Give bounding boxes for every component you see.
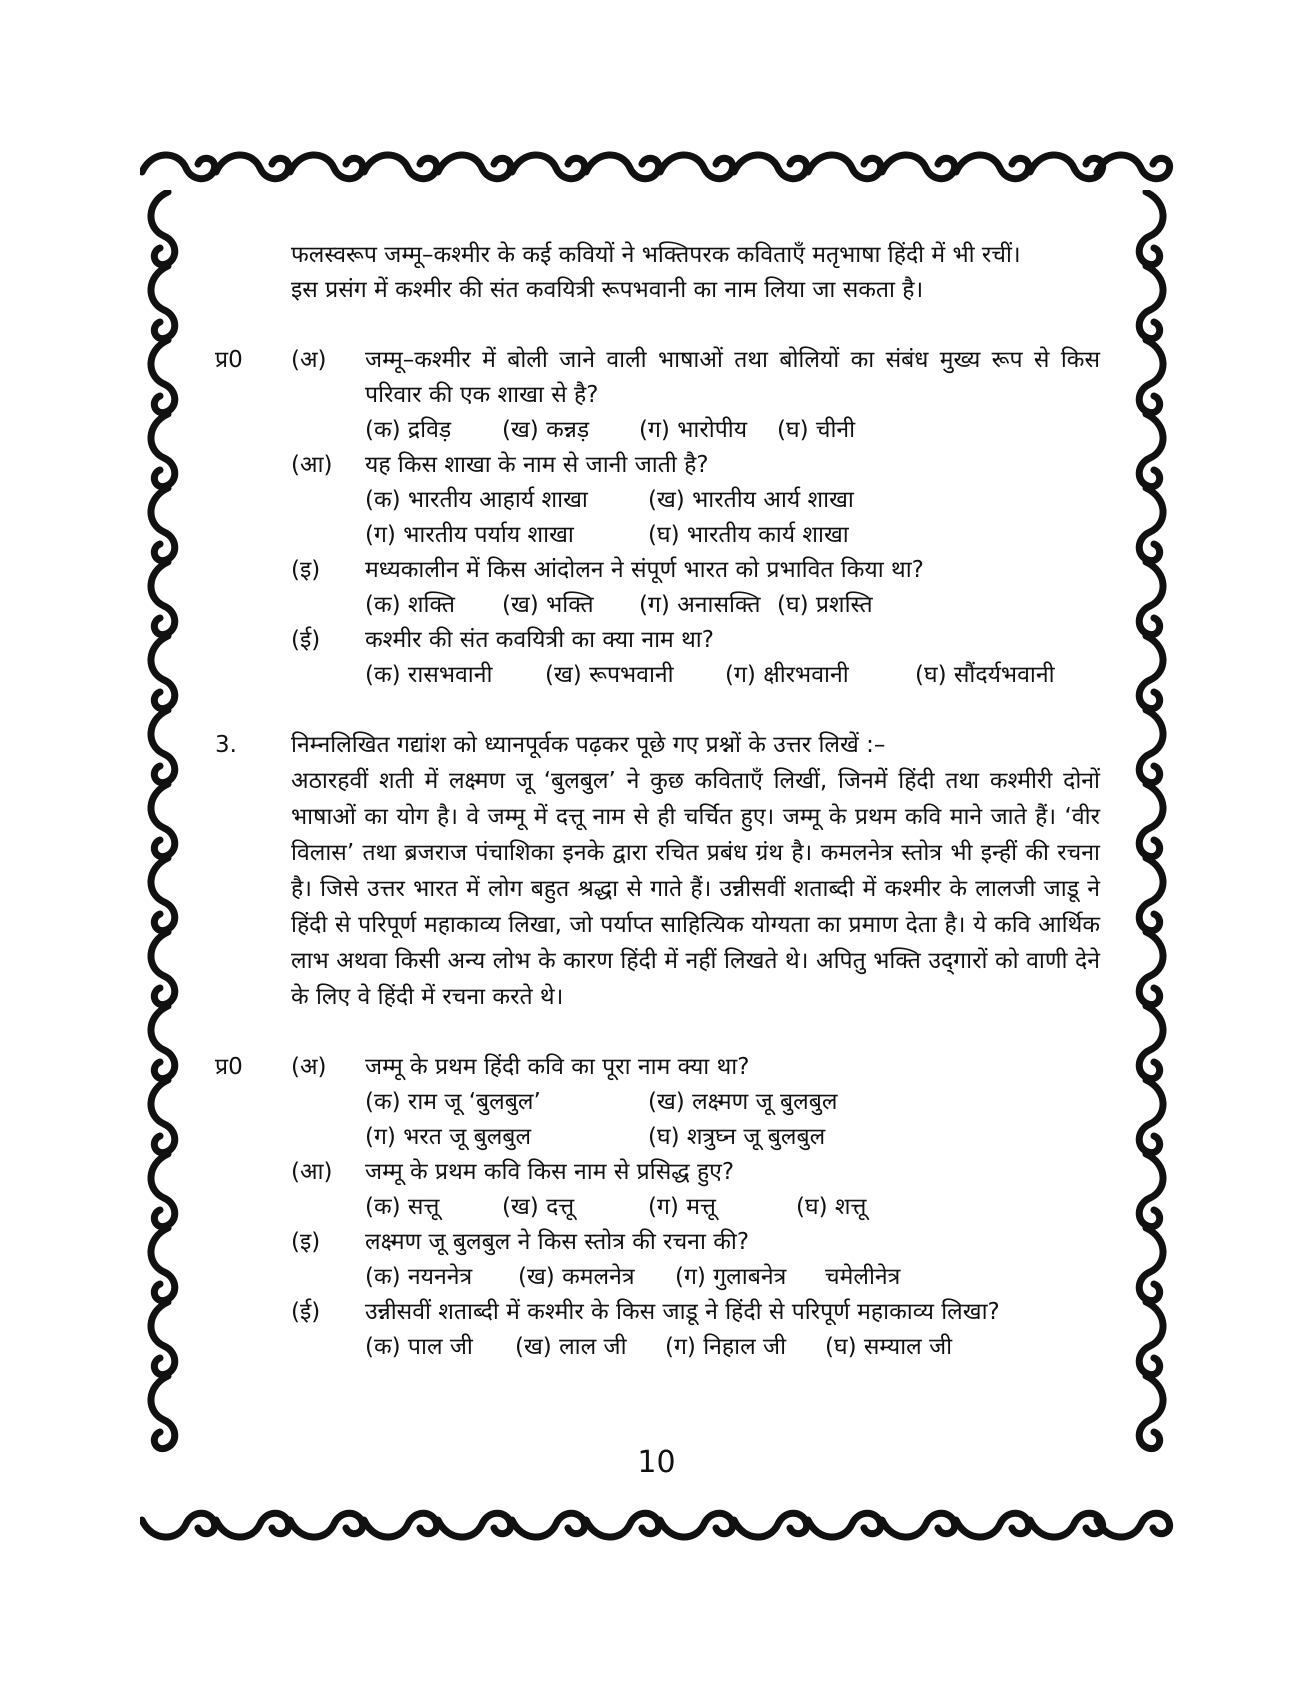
- passage-intro: [291, 238, 1100, 308]
- option: (क) द्रविड़: [365, 417, 452, 443]
- option: (घ) शत्रुघ्न जू बुलबुल: [648, 1124, 826, 1150]
- question-a: [215, 343, 1100, 448]
- options-row: [365, 588, 1100, 623]
- option: (ग) गुलाबनेत्र: [675, 1264, 787, 1290]
- section-number: 3.: [215, 732, 237, 758]
- option: (घ) शत्तू: [796, 1194, 867, 1220]
- question-ii: [215, 623, 1100, 693]
- option: (ख) लक्ष्मण जू बुलबुल: [648, 1089, 838, 1115]
- options-row: [365, 658, 1100, 693]
- option: (ग) निहाल जी: [665, 1334, 787, 1360]
- question-text: जम्मू–कश्मीर में बोली जाने वाली भाषाओं तथा बोलियों का संबंध मुख्य रूप से किस परिवार की एक शाखा से है?: [365, 347, 1100, 408]
- option: (क) राम जू ‘बुलबुल’: [365, 1089, 541, 1115]
- option: (ख) लाल जी: [515, 1334, 627, 1360]
- option: (क) शक्ति: [365, 592, 455, 618]
- options-row: [365, 1260, 1100, 1295]
- option: (ख) कमलनेत्र: [518, 1264, 635, 1290]
- question-text: जम्मू के प्रथम कवि किस नाम से प्रसिद्ध हुए?: [365, 1159, 735, 1185]
- page-content: [215, 238, 1100, 1365]
- border-top-pattern: [142, 155, 1170, 179]
- question-text: मध्यकालीन में किस आंदोलन ने संपूर्ण भारत को प्रभावित किया था?: [365, 557, 924, 583]
- question-sub-number: (आ): [291, 1159, 333, 1185]
- option: (ग) मत्तू: [648, 1194, 716, 1220]
- question-text: जम्मू के प्रथम हिंदी कवि का पूरा नाम क्या था?: [365, 1054, 750, 1080]
- question-sub-number: (आ): [291, 452, 333, 478]
- question-sub-number: (इ): [291, 557, 321, 583]
- options-row: [365, 413, 1100, 448]
- option: (क) पाल जी: [365, 1334, 473, 1360]
- question-set-1: [215, 343, 1100, 693]
- option: (घ) सम्याल जी: [825, 1334, 953, 1360]
- option: (ग) भारोपीय: [639, 417, 748, 443]
- options-row: [365, 518, 1100, 553]
- border-left-pattern: [151, 192, 175, 1449]
- question-set-2: [215, 1050, 1100, 1365]
- option: (क) रासभवानी: [365, 662, 493, 688]
- options-row: [365, 1085, 1100, 1120]
- option: (ख) भक्ति: [502, 592, 594, 618]
- option: (घ) सौंदर्यभवानी: [915, 662, 1055, 688]
- decorative-border-top: [140, 140, 1175, 200]
- option: (ग) भारतीय पर्याय शाखा: [365, 522, 574, 548]
- section-3: [215, 728, 1100, 1015]
- decorative-border-bottom: [140, 1485, 1175, 1555]
- passage-intro-line: इस प्रसंग में कश्मीर की संत कवयित्री रूपभवानी का नाम लिया जा सकता है।: [291, 277, 924, 303]
- options-row: [365, 483, 1100, 518]
- question-a: [215, 1050, 1100, 1155]
- option: (ख) रूपभवानी: [545, 662, 674, 688]
- options-row: [365, 1330, 1100, 1365]
- question-aa: [215, 1155, 1100, 1225]
- passage-intro-line: फलस्वरूप जम्मू–कश्मीर के कई कवियों ने भक्तिपरक कविताएँ मतृभाषा हिंदी में भी रचीं।: [291, 242, 1021, 268]
- question-text: कश्मीर की संत कवयित्री का क्या नाम था?: [365, 627, 714, 653]
- option: चमेलीनेत्र: [825, 1264, 901, 1290]
- border-bottom-pattern: [142, 1513, 1170, 1537]
- option: (ग) क्षीरभवानी: [725, 662, 849, 688]
- options-row: [365, 1190, 1100, 1225]
- option: (घ) चीनी: [777, 417, 856, 443]
- border-right-pattern: [1139, 192, 1163, 1449]
- question-sub-number: (अ): [291, 1054, 327, 1080]
- option: (ग) भरत जू बुलबुल: [365, 1124, 532, 1150]
- decorative-border-right: [1120, 190, 1175, 1490]
- question-i: [215, 553, 1100, 623]
- option: (ख) कन्नड़: [502, 417, 590, 443]
- question-sub-number: (इ): [291, 1229, 321, 1255]
- question-sub-number: (अ): [291, 347, 327, 373]
- page-number: 10: [637, 1445, 676, 1480]
- option: (ख) भारतीय आर्य शाखा: [648, 487, 854, 513]
- question-label: प्र0: [215, 1054, 243, 1080]
- question-text: उन्नीसवीं शताब्दी में कश्मीर के किस जाडू ने हिंदी से परिपूर्ण महाकाव्य लिखा?: [365, 1299, 1000, 1325]
- question-text: लक्ष्मण जू बुलबुल ने किस स्तोत्र की रचना की?: [365, 1229, 750, 1255]
- question-text: यह किस शाखा के नाम से जानी जाती है?: [365, 452, 709, 478]
- option: (ख) दत्तू: [502, 1194, 575, 1220]
- question-sub-number: (ई): [291, 627, 321, 653]
- section-passage: अठारहवीं शती में लक्ष्मण जू ‘बुलबुल’ ने कुछ कविताएँ लिखीं, जिनमें हिंदी तथा कश्मीरी दोनों भाषाओं का योग है। वे जम्मू में दत्तू नाम से ही चर्चित हुए। जम्मू के प्रथम कवि माने जाते हैं। ‘वीर विलास’ तथा ब्रजराज पंचाशिका इनके द्वारा रचित प्रबंध ग्रंथ है। कमलनेत्र स्तोत्र भी इन्हीं की रचना है। जिसे उत्तर भारत में लोग बहुत श्रद्धा से गाते हैं। उन्नीसवीं शताब्दी में कश्मीर के लालजी जाडू ने हिंदी से परिपूर्ण महाकाव्य लिखा, जो पर्याप्त साहित्यिक योग्यता का प्रमाण देता है। ये कवि आर्थिक लाभ अथवा किसी अन्य लोभ के कारण हिंदी में नहीं लिखते थे। अपितु भक्ति उद्‌गारों को वाणी देने के लिए वे हिंदी में रचना करते थे।: [291, 768, 1100, 1010]
- question-sub-number: (ई): [291, 1299, 321, 1325]
- option: (क) भारतीय आहार्य शाखा: [365, 487, 588, 513]
- question-i: [215, 1225, 1100, 1295]
- option: (क) सत्तू: [365, 1194, 440, 1220]
- question-ii: [215, 1295, 1100, 1365]
- options-row: [365, 1120, 1100, 1155]
- option: (घ) प्रशस्ति: [777, 592, 873, 618]
- option: (ग) अनासक्ति: [639, 592, 761, 618]
- question-label: प्र0: [215, 347, 243, 373]
- question-aa: [215, 448, 1100, 553]
- option: (क) नयननेत्र: [365, 1264, 473, 1290]
- section-instruction: निम्नलिखित गद्यांश को ध्यानपूर्वक पढ़कर पूछे गए प्रश्नों के उत्तर लिखें :–: [291, 732, 886, 758]
- option: (घ) भारतीय कार्य शाखा: [648, 522, 849, 548]
- decorative-border-left: [140, 190, 195, 1490]
